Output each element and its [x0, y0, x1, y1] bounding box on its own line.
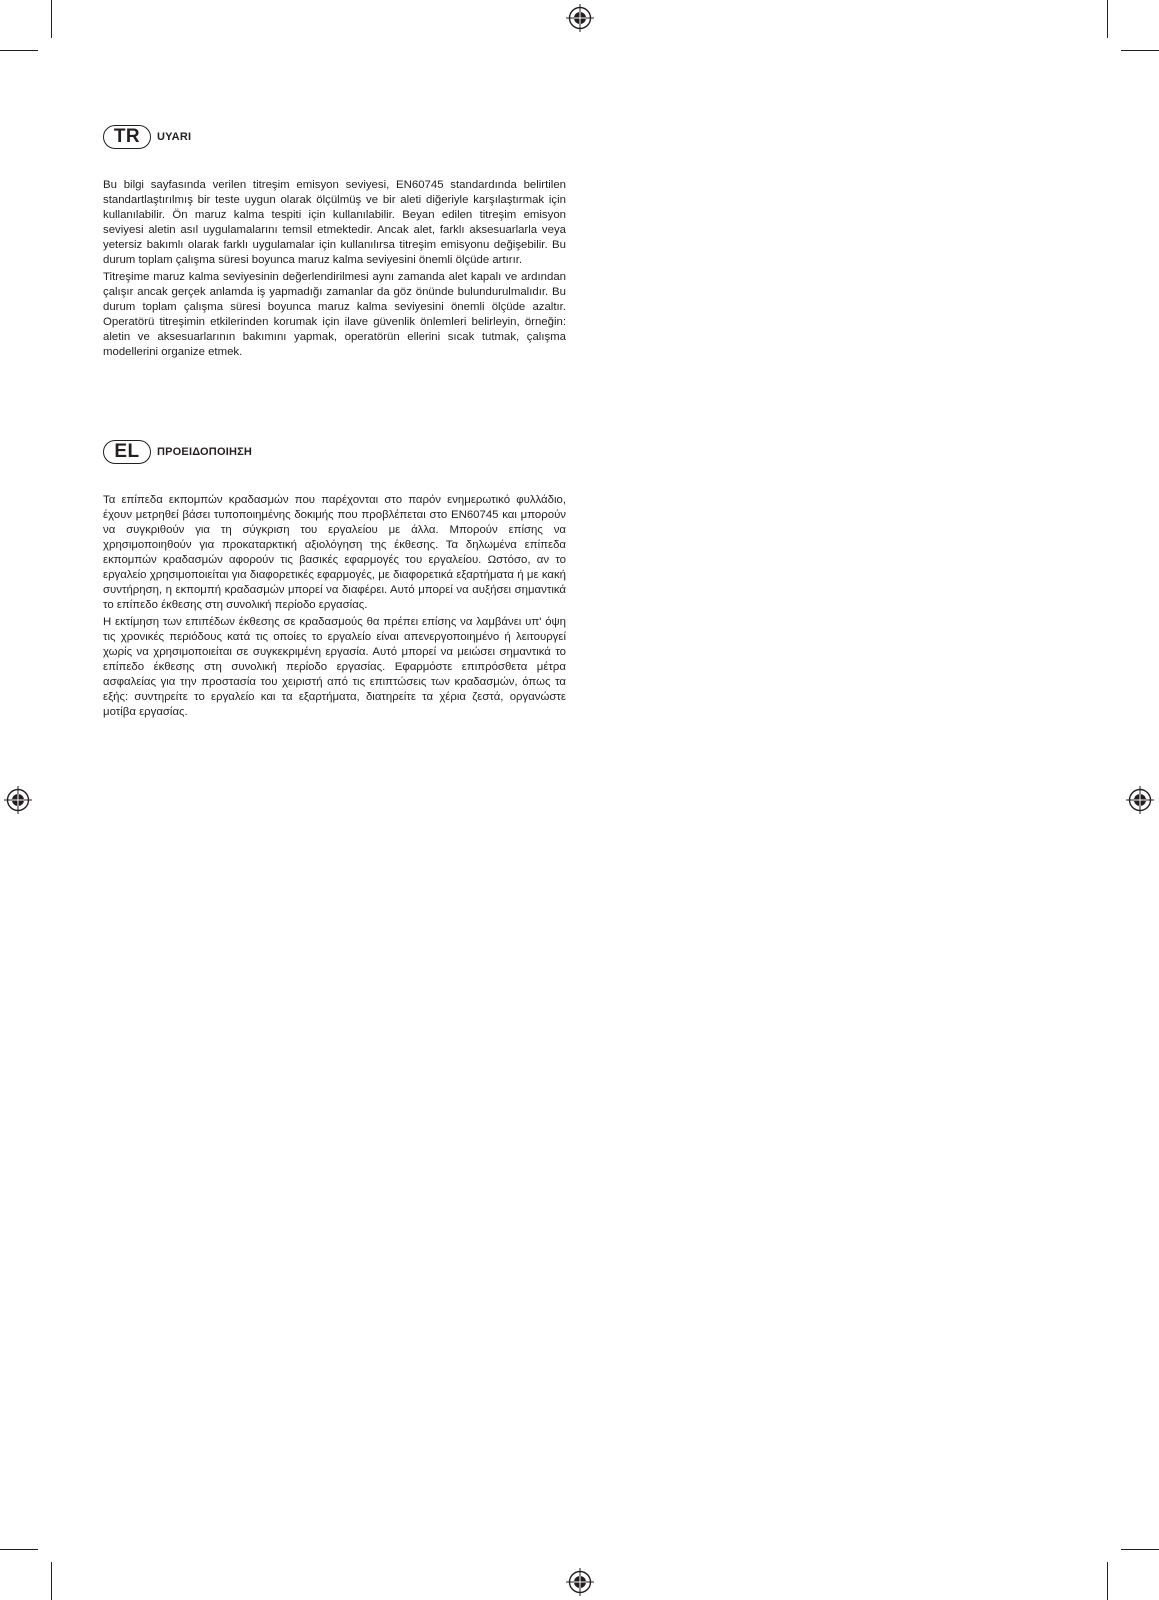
section-heading: ΠΡΟΕΙΔΟΠΟΙΗΣΗ — [157, 446, 253, 458]
crop-mark-bottom-left-vertical — [51, 1562, 52, 1600]
section-body — [103, 178, 566, 360]
section-body — [103, 493, 566, 720]
registration-mark-icon — [4, 786, 32, 814]
language-code-badge: TR — [103, 125, 151, 149]
registration-mark-icon — [1126, 786, 1154, 814]
section-el — [103, 438, 566, 722]
section-header — [103, 123, 566, 151]
section-heading: UYARI — [157, 131, 192, 143]
section-header — [103, 438, 566, 466]
crop-mark-top-left-vertical — [51, 0, 52, 38]
crop-mark-top-right-horizontal — [1121, 50, 1159, 51]
section-tr — [103, 123, 566, 362]
crop-mark-bottom-right-horizontal — [1121, 1549, 1159, 1550]
registration-mark-icon — [566, 1568, 594, 1596]
paragraph: Titreşime maruz kalma seviyesinin değerlendirilmesi aynı zamanda alet kapalı ve ardından çalışır ancak gerçek anlamda iş yapmadığı zamanlar da göz önünde bulundurulmalıdır. Bu durum toplam çalışma süresi boyunca maruz kalma seviyesini önemli ölçüde azaltır. Operatörü titreşimin etkilerinden korumak için ilave güvenlik önlemleri belirleyin, örneğin: aletin ve aksesuarlarının bakımını yapmak, operatörün ellerini sıcak tutmak, çalışma modellerini organize etmek. — [103, 271, 566, 358]
paragraph: Bu bilgi sayfasında verilen titreşim emisyon seviyesi, EN60745 standardında belirtilen standartlaştırılmış bir teste uygun olarak ölçülmüş ve bir aleti diğeriyle karşılaştırmak için kullanılabilir. Ön maruz kalma tespiti için kullanılabilir. Beyan edilen titreşim emisyon seviyesi aletin asıl uygulamalarını temsil etmektedir. Ancak alet, farklı aksesuarlarla veya yetersiz bakımlı olarak farklı uygulamalar için kullanılırsa titreşim emisyonu değişebilir. Bu durum toplam çalışma süresi boyunca maruz kalma seviyesini önemli ölçüde artırır. — [103, 179, 566, 266]
crop-mark-bottom-right-vertical — [1107, 1562, 1108, 1600]
language-code-badge: EL — [103, 440, 151, 464]
crop-mark-bottom-left-horizontal — [0, 1549, 38, 1550]
crop-mark-top-left-horizontal — [0, 50, 38, 51]
paragraph: Τα επίπεδα εκπομπών κραδασμών που παρέχονται στο παρόν ενημερωτικό φυλλάδιο, έχουν μετρηθεί βάσει τυποποιημένης δοκιμής που προβλέπεται στο EN60745 και μπορούν να συγκριθούν για τη σύγκριση του εργαλείου με άλλα. Μπορούν επίσης να χρησιμοποιηθούν για προκαταρκτική αξιολόγηση της έκθεσης. Τα δηλωμένα επίπεδα εκπομπών κραδασμών αφορούν τις βασικές εφαρμογές του εργαλείου. Ωστόσο, αν το εργαλείο χρησιμοποιείται για διαφορετικές εφαρμογές, με διαφορετικά εξαρτήματα ή με κακή συντήρηση, η εκπομπή κραδασμών μπορεί να διαφέρει. Αυτό μπορεί να αυξήσει σημαντικά το επίπεδο έκθεσης στη συνολική περίοδο εργασίας. — [103, 494, 566, 611]
crop-mark-top-right-vertical — [1107, 0, 1108, 38]
paragraph: Η εκτίμηση των επιπέδων έκθεσης σε κραδασμούς θα πρέπει επίσης να λαμβάνει υπ' όψη τις χρονικές περιόδους κατά τις οποίες το εργαλείο είναι απενεργοποιημένο ή λειτουργεί χωρίς να χρησιμοποιείται σε συγκεκριμένη εργασία. Αυτό μπορεί να μειώσει σημαντικά το επίπεδο έκθεσης στη συνολική περίοδο εργασίας. Εφαρμόστε επιπρόσθετα μέτρα ασφαλείας για την προστασία του χειριστή από τις επιπτώσεις των κραδασμών, όπως τα εξής: συντηρείτε το εργαλείο και τα εξαρτήματα, διατηρείτε τα χέρια ζεστά, οργανώστε μοτίβα εργασίας. — [103, 616, 566, 718]
registration-mark-icon — [566, 4, 594, 32]
